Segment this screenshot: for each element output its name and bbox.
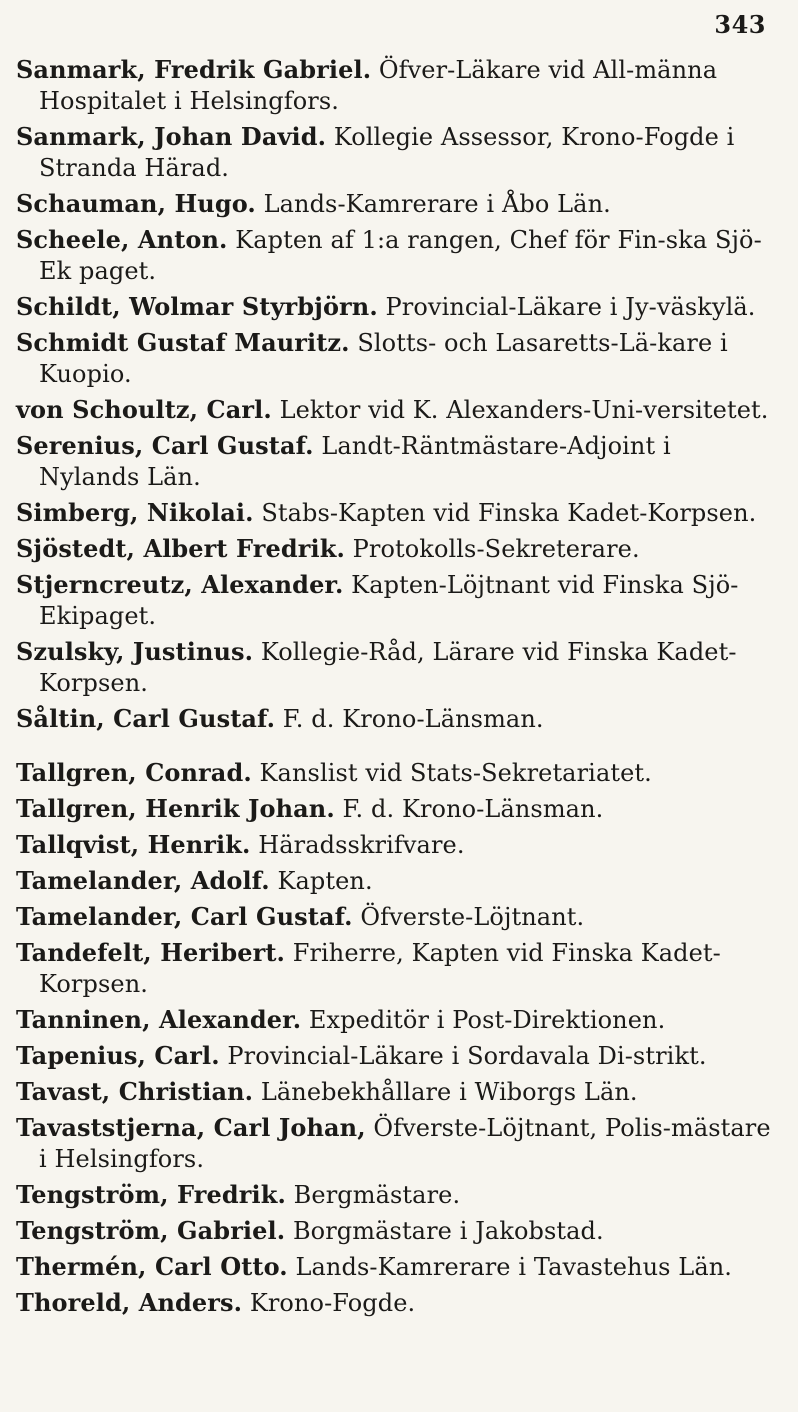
entry-name: Thermén, Carl Otto.: [16, 1252, 288, 1281]
register-entry: [16, 430, 776, 493]
entry-title: Provincial-Läkare i Jy-väskylä.: [385, 293, 756, 321]
register-entry: [16, 1251, 776, 1283]
entry-name: Schauman, Hugo.: [16, 189, 256, 218]
register-entry: [16, 1179, 776, 1211]
entry-title: Expeditör i Post-Direktionen.: [308, 1006, 666, 1034]
entry-title: Öfver-Läkare vid All-männa Hospitalet i Helsingfors.: [39, 56, 718, 115]
register-entry: [16, 1215, 776, 1247]
register-entry: [16, 497, 776, 529]
register-entry: [16, 757, 776, 789]
register-entry: [16, 1112, 776, 1175]
entry-title: Kollegie-Råd, Lärare vid Finska Kadet-Korpsen.: [39, 638, 737, 697]
entry-title: Lands-Kamrerare i Åbo Län.: [263, 190, 611, 218]
entry-name: Thoreld, Anders.: [16, 1288, 243, 1317]
entry-title: Landt-Räntmästare-Adjoint i Nylands Län.: [39, 432, 671, 491]
register-entry: [16, 1004, 776, 1036]
entry-name: Tengström, Gabriel.: [16, 1216, 286, 1245]
register-entry: [16, 224, 776, 287]
entry-title: Lektor vid K. Alexanders-Uni-versitetet.: [279, 396, 769, 424]
register-entry: [16, 1076, 776, 1108]
register-entry: [16, 121, 776, 184]
entry-title: Kapten.: [277, 867, 373, 895]
register-entries: [16, 54, 776, 1323]
register-entry: [16, 829, 776, 861]
entry-title: Kollegie Assessor, Krono-Fogde i Stranda Härad.: [39, 123, 735, 182]
entry-title: Borgmästare i Jakobstad.: [292, 1217, 604, 1245]
entry-title: Lands-Kamrerare i Tavastehus Län.: [295, 1253, 733, 1281]
entry-title: Häradsskrifvare.: [258, 831, 465, 859]
entry-name: Stjerncreutz, Alexander.: [16, 570, 344, 599]
entry-name: Schmidt Gustaf Mauritz.: [16, 328, 350, 357]
register-entry: [16, 865, 776, 897]
entry-title: Länebekhållare i Wiborgs Län.: [260, 1078, 638, 1106]
entry-title: Bergmästare.: [293, 1181, 461, 1209]
entry-name: Szulsky, Justinus.: [16, 637, 254, 666]
register-entry: [16, 937, 776, 1000]
register-entry: [16, 394, 776, 426]
entry-title: F. d. Krono-Länsman.: [282, 705, 544, 733]
entry-name: Scheele, Anton.: [16, 225, 228, 254]
entry-name: von Schoultz, Carl.: [16, 395, 272, 424]
entry-name: Tallgren, Henrik Johan.: [16, 794, 335, 823]
register-entry: [16, 1040, 776, 1072]
entry-title: Öfverste-Löjtnant, Polis-mästare i Helsingfors.: [39, 1114, 771, 1173]
entry-title: Slotts- och Lasaretts-Lä-kare i Kuopio.: [39, 329, 728, 388]
register-entry: [16, 327, 776, 390]
entry-title: Kapten-Löjtnant vid Finska Sjö-Ekipaget.: [39, 571, 739, 630]
entry-title: Krono-Fogde.: [249, 1289, 416, 1317]
entry-title: Kanslist vid Stats-Sekretariatet.: [259, 759, 652, 787]
entry-name: Tavaststjerna, Carl Johan,: [16, 1113, 366, 1142]
entry-title: Protokolls-Sekreterare.: [352, 535, 640, 563]
entry-title: Provincial-Läkare i Sordavala Di-strikt.: [227, 1042, 707, 1070]
register-entry: [16, 793, 776, 825]
entry-name: Tavast, Christian.: [16, 1077, 254, 1106]
entry-name: Schildt, Wolmar Styrbjörn.: [16, 292, 378, 321]
register-entry: [16, 291, 776, 323]
page-number: 343: [714, 10, 766, 39]
entry-name: Tanninen, Alexander.: [16, 1005, 302, 1034]
entry-title: Öfverste-Löjtnant.: [360, 903, 585, 931]
register-entry: [16, 54, 776, 117]
entry-name: Serenius, Carl Gustaf.: [16, 431, 314, 460]
entry-name: Tallqvist, Henrik.: [16, 830, 251, 859]
entry-name: Tapenius, Carl.: [16, 1041, 220, 1070]
entry-title: Stabs-Kapten vid Finska Kadet-Korpsen.: [261, 499, 757, 527]
register-entry: [16, 188, 776, 220]
entry-name: Tallgren, Conrad.: [16, 758, 252, 787]
entry-name: Tengström, Fredrik.: [16, 1180, 286, 1209]
entry-name: Tandefelt, Heribert.: [16, 938, 285, 967]
entry-name: Sanmark, Johan David.: [16, 122, 327, 151]
entry-name: Sjöstedt, Albert Fredrik.: [16, 534, 345, 563]
entry-name: Simberg, Nikolai.: [16, 498, 254, 527]
entry-title: F. d. Krono-Länsman.: [342, 795, 604, 823]
register-entry: [16, 569, 776, 632]
entry-name: Såltin, Carl Gustaf.: [16, 704, 276, 733]
entry-name: Sanmark, Fredrik Gabriel.: [16, 55, 372, 84]
register-entry: [16, 533, 776, 565]
register-entry: [16, 901, 776, 933]
entry-name: Tamelander, Carl Gustaf.: [16, 902, 353, 931]
entry-title: Kapten af 1:a rangen, Chef för Fin-ska Sjö-Ek paget.: [39, 226, 762, 285]
register-entry: [16, 636, 776, 699]
entry-name: Tamelander, Adolf.: [16, 866, 270, 895]
register-entry: [16, 1287, 776, 1319]
entry-title: Friherre, Kapten vid Finska Kadet-Korpsen.: [39, 939, 721, 998]
register-entry: [16, 703, 776, 735]
